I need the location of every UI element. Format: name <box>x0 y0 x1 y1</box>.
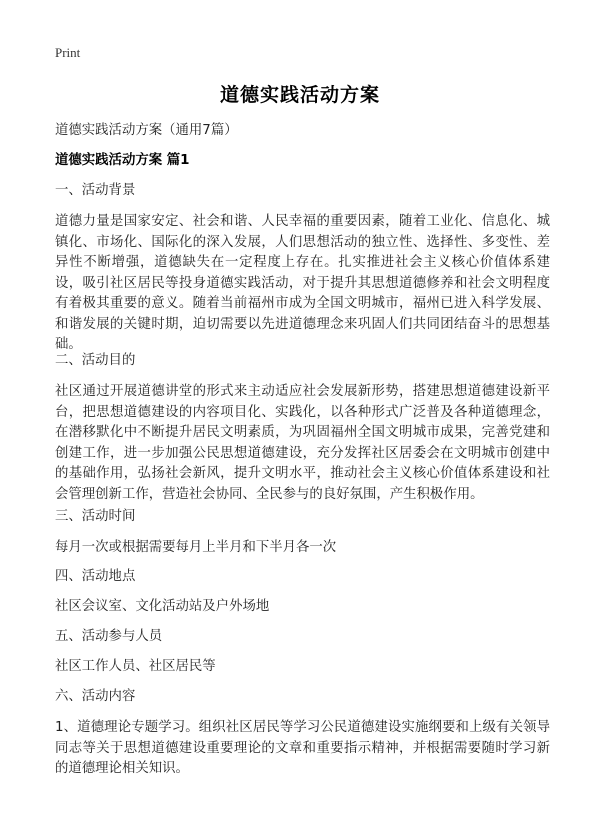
section-heading-participants: 五、活动参与人员 <box>55 629 163 644</box>
print-label: Print <box>55 45 81 60</box>
section-heading-purpose: 二、活动目的 <box>55 353 136 368</box>
section-body-content: 1、道德理论专题学习。组织社区居民等学习公民道德建设实施纲要和上级有关领导同志等关于思想道德建设重要理论的文章和重要指示精神，并根据需要随时学习新的道德理论相关知识。 <box>55 720 550 776</box>
section-body-background: 道德力量是国家安定、社会和谐、人民幸福的重要因素，随着工业化、信息化、城镇化、市场化、国际化的深入发展，人们思想活动的独立性、选择性、多变性、差异性不断增强，道德缺失在一定程度上存在。扎实推进社会主义核心价值体系建设，吸引社区居民等投身道德实践活动，对于提升其思想道德修养和社会文明程度有着极其重要的意义。随着当前福州市成为全国文明城市，福州已进入科学发展、和谐发展的关键时期，迫切需要以先进道德理念来巩固人们共同团结奋斗的思想基础。 <box>55 214 550 352</box>
section-heading-time: 三、活动时间 <box>55 509 136 524</box>
section-body-purpose: 社区通过开展道德讲堂的形式来主动适应社会发展新形势，搭建思想道德建设新平台，把思想道德建设的内容项目化、实践化，以各种形式广泛普及各种道德理念，在潜移默化中不断提升居民文明素质，为巩固福州全国文明城市成果，完善党建和创建工作，进一步加强公民思想道德建设，充分发挥社区居委会在文明城市创建中的基础作用，弘扬社会新风，提升文明水平，推动社会主义核心价值体系建设和社会管理创新工作，营造社会协同、全民参与的良好氛围，产生积极作用。 <box>55 384 550 502</box>
section-body-location: 社区会议室、文化活动站及户外场地 <box>55 599 270 614</box>
chapter-title: 道德实践活动方案 篇1 <box>55 153 190 168</box>
section-body-participants: 社区工作人员、社区居民等 <box>55 659 216 674</box>
page-title: 道德实践活动方案 <box>219 84 380 106</box>
section-body-time: 每月一次或根据需要每月上半月和下半月各一次 <box>55 540 337 555</box>
document-subtitle: 道德实践活动方案（通用7篇） <box>55 123 238 138</box>
section-heading-content: 六、活动内容 <box>55 689 136 704</box>
section-heading-background: 一、活动背景 <box>55 183 136 198</box>
section-heading-location: 四、活动地点 <box>55 569 136 584</box>
